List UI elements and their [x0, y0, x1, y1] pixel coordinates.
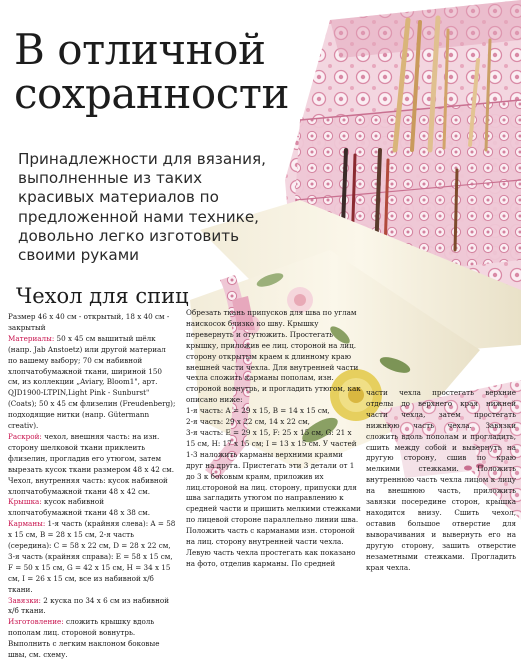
col2-paragraph-4: 3-я часть: E = 29 x 15, F: 25 x 15 см, G: 21 x 15 см, H: 17 x 15 см; I = 13 x 15 см. У частей 1-3 наложить карманы верхними краями друг на друга. Пристегать эти 3 детали от 1 до 3 к боковым краям, приложив их лиц.стороной на лиц. сторону, припуски для шва загладить утюгом по направлению к средней части и пришить мелкими стежками по лицевой стороне параллельно линии шва. Положить часть с карманами изн. стороной на лиц. сторону внутренней части чехла.	[186, 427, 361, 547]
headline-line-1: В отличной	[14, 25, 266, 74]
headline	[14, 25, 334, 118]
col2-paragraph-2: 1-я часть: A = 29 x 15, B = 14 x 15 см,	[186, 406, 330, 416]
cover-paragraph	[8, 497, 176, 519]
making-label: Изготовление:	[8, 617, 64, 627]
making-paragraph	[8, 617, 176, 661]
making-text: сложить крышку вдоль пополам лиц. стороной вовнутрь. Выполнить с легким наклоном боковые швы, см. схему.	[8, 617, 160, 660]
column-1	[8, 312, 176, 661]
ties-label: Завязки:	[8, 595, 41, 605]
pockets-label: Карманы:	[8, 519, 46, 529]
cut-label: Раскрой:	[8, 431, 42, 441]
materials-label: Материалы:	[8, 333, 55, 343]
ties-paragraph	[8, 596, 176, 618]
section-title: Чехол для спиц	[16, 284, 189, 308]
col3-paragraph-1: части чехла простегать верхние отделы до верхнего края нижней части чехла, затем простегать нижнюю часть чехла. Завязки сложить вдоль пополам и прогладить, сшить между собой и вывернуть на другую сторону, сшив по краю мелкими стежками. Положить внутреннюю часть чехла лицом к лицу на внешнюю часть, приложить завязки посередине сторон, крышка находится внизу. Сшить чехол, оставив большое отверстие для выворачивания и вывернуть его на другую сторону, зашить отверстие незаметными стежками. Прогладить края чехла.	[366, 388, 516, 572]
pockets-text: 1-я часть (крайняя слева): A = 58 x 15 см, B = 28 x 15 см, 2-я часть (середина): C = 58 x 22 см, D = 28 x 22 см, 3-я часть (крайняя справа): E = 58 x 15 см, F = 50 x 15 см, G = 42 x 15 см, H = 34 x 15 см, I = 26 x 15 см, все из набивной х/б ткани.	[8, 519, 176, 594]
materials-text: 50 х 45 см вышитый шёлк (напр. Jab Anstoetz) или другой материал по вашему выбору; 70 см набивной хлопчатобумажной ткани, шириной 150 см, из коллекции „Aviary, Bloom1", арт. QJD1900-LTPIN,Light Pink - Sunburst" (Coats); 50 х 45 см флизелин (Freudenberg); подходящие нитки (напр. Gütermann creativ).	[8, 333, 176, 431]
col2-paragraph-5: Левую часть чехла простегать как показано на фото, отделив карманы. По средней	[186, 547, 356, 568]
lead-paragraph: Принадлежности для вязания, выполненные из таких красивых материалов по предложенной нами технике, довольно легко изготовить своими руками	[18, 150, 266, 265]
cut-text: чехол, внешняя часть: на изн. сторону шелковой ткани приклеить флизелин, прогладив его утюгом, затем вырезать кусок ткани размером 48 х 42 см. Чехол, внутренняя часть: кусок набивной хлопчатобумажной ткани 48 х 42 см.	[8, 431, 175, 496]
col2-paragraph-3: 2-я часть: 29 x 22 см, 14 x 22 см,	[186, 417, 310, 427]
cover-text: кусок набивной хлопчатобумажной ткани 48 х 38 см.	[8, 497, 151, 518]
size-text: Размер 46 х 40 см - открытый, 18 х 40 см - закрытый	[8, 312, 170, 332]
cut-paragraph	[8, 432, 176, 497]
col2-paragraph-1: Обрезать ткань припусков для шва по углам наискосок близко ко шву. Крышку перевернуть и отутюжить. Простегать крышку, приложив ее лиц. стороной на лиц. сторону открытым краем к длинному краю внешней части чехла. Для внутренней части чехла сложить карманы пополам, изн. стороной вовнутрь, и прогладить утюгом, как описано ниже:	[186, 308, 361, 405]
materials-paragraph	[8, 334, 176, 432]
column-3	[366, 388, 516, 573]
cover-label: Крышка:	[8, 497, 42, 507]
headline-line-2: сохранности	[14, 69, 289, 118]
pockets-paragraph	[8, 519, 176, 595]
ties-text: 2 куска по 34 х 6 см из набивной х/б ткани.	[8, 595, 169, 616]
column-2	[186, 308, 361, 570]
